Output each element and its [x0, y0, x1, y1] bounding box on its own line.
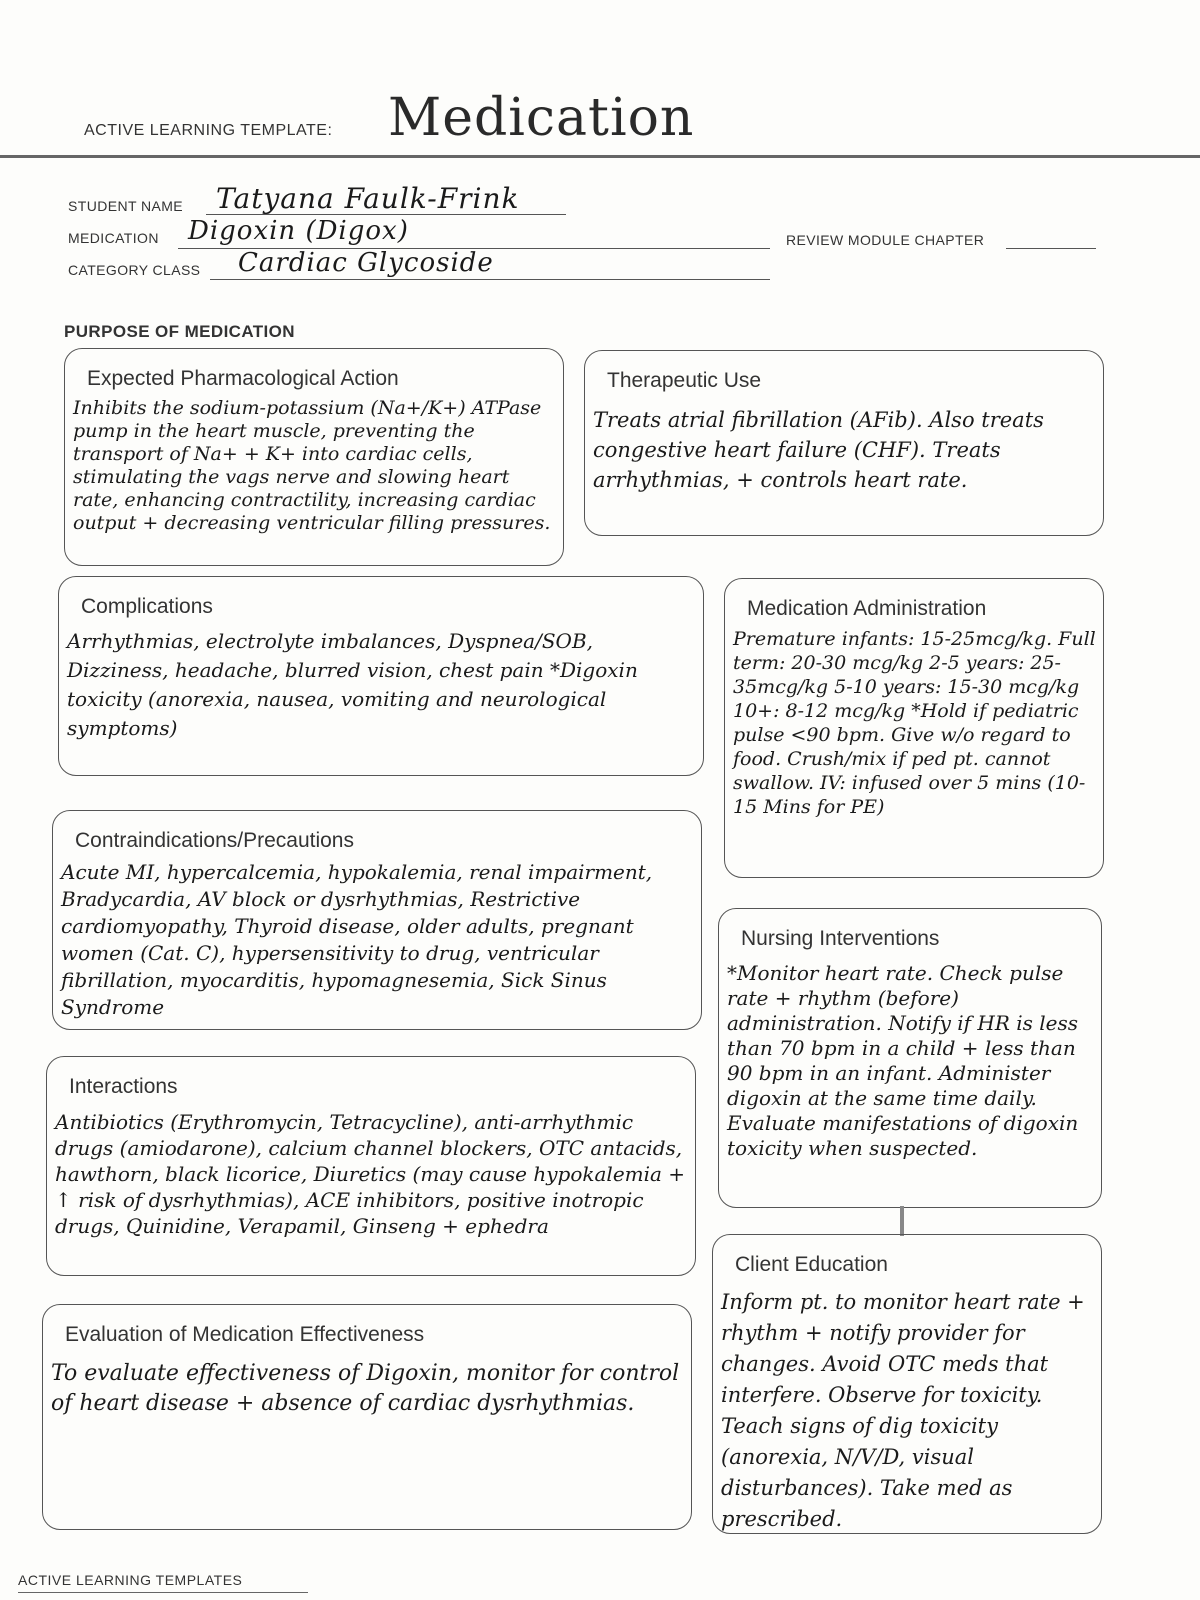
interactions-title: Interactions: [69, 1075, 178, 1098]
template-label: ACTIVE LEARNING TEMPLATE:: [84, 122, 333, 139]
medication-administration-box: [724, 578, 1104, 878]
page-title: Medication: [388, 88, 695, 148]
interactions-box: [46, 1056, 696, 1276]
interactions-text: Antibiotics (Erythromycin, Tetracycline), anti-arrhythmic drugs (amiodarone), calcium channel blockers, OTC antacids, hawthorn, black licorice, Diuretics (may cause hypokalemia + ↑ risk of dysrhythmias), ACE inhibitors, positive inotropic drugs, Quinidine, Verapamil, Ginseng + ephedra: [55, 1110, 686, 1238]
complications-title: Complications: [81, 595, 213, 618]
therapeutic-use-text: Treats atrial fibrillation (AFib). Also treats congestive heart failure (CHF). Treats arrhythmias, + controls heart rate.: [593, 408, 1044, 492]
nursing-interventions-box: [718, 908, 1102, 1208]
medication-administration-title: Medication Administration: [747, 597, 987, 620]
evaluation-box: [42, 1304, 692, 1530]
nursing-to-education-connector: [900, 1206, 904, 1236]
contraindications-title: Contraindications/Precautions: [75, 829, 354, 852]
medication-label: MEDICATION: [68, 230, 159, 246]
category-class-label: CATEGORY CLASS: [68, 262, 201, 278]
nursing-interventions-title: Nursing Interventions: [741, 927, 940, 950]
category-class-value: Cardiac Glycoside: [238, 248, 494, 278]
expected-action-text: Inhibits the sodium-potassium (Na+/K+) ATPase pump in the heart muscle, preventing the transport of Na+ + K+ into cardiac cells, stimulating the vags nerve and slowing heart rate, enhancing contractility, increasing cardiac output + decreasing ventricular filling pressures.: [73, 397, 551, 534]
student-name-value: Tatyana Faulk-Frink: [216, 182, 520, 215]
therapeutic-use-box: [584, 350, 1104, 536]
purpose-heading: PURPOSE OF MEDICATION: [64, 322, 295, 341]
client-education-text: Inform pt. to monitor heart rate + rhythm + notify provider for changes. Avoid OTC meds that interfere. Observe for toxicity. Teach signs of dig toxicity (anorexia, N/V/D, visual disturbances). Take med as prescribed.: [721, 1290, 1085, 1531]
evaluation-title: Evaluation of Medication Effectiveness: [65, 1323, 425, 1346]
complications-text: Arrhythmias, electrolyte imbalances, Dyspnea/SOB, Dizziness, headache, blurred vision, chest pain *Digoxin toxicity (anorexia, nausea, vomiting and neurological symptoms): [67, 629, 638, 740]
evaluation-text: To evaluate effectiveness of Digoxin, monitor for control of heart disease + absence of cardiac dysrhythmias.: [51, 1361, 680, 1416]
footer-label: ACTIVE LEARNING TEMPLATES: [18, 1572, 243, 1588]
client-education-box: [712, 1234, 1102, 1534]
medication-administration-text: Premature infants: 15-25mcg/kg. Full term: 20-30 mcg/kg 2-5 years: 25-35mcg/kg 5-10 years: 15-30 mcg/kg 10+: 8-12 mcg/kg *Hold if pediatric pulse <90 bpm. Give w/o regard to food. Crush/mix if ped pt. cannot swallow. IV: infused over 5 mins (10-15 Mins for PE): [733, 628, 1096, 818]
medication-value: Digoxin (Digox): [188, 216, 409, 246]
expected-action-title: Expected Pharmacological Action: [87, 367, 399, 390]
expected-action-box: [64, 348, 564, 566]
footer-divider: [18, 1592, 308, 1593]
review-module-line: [1006, 248, 1096, 249]
client-education-title: Client Education: [735, 1253, 888, 1276]
complications-box: [58, 576, 704, 776]
contraindications-box: [52, 810, 702, 1030]
review-module-label: REVIEW MODULE CHAPTER: [786, 232, 985, 248]
nursing-interventions-text: *Monitor heart rate. Check pulse rate + rhythm (before) administration. Notify if HR is less than 70 bpm in a child + less than 90 bpm in an infant. Administer digoxin at the same time daily. Evaluate manifestations of digoxin toxicity when suspected.: [727, 961, 1079, 1160]
header-divider: [0, 155, 1200, 158]
contraindications-text: Acute MI, hypercalcemia, hypokalemia, renal impairment, Bradycardia, AV block or dysrhythmias, Restrictive cardiomyopathy, Thyroid disease, older adults, pregnant women (Cat. C), hypersensitivity to drug, ventricular fibrillation, myocarditis, hypomagnesemia, Sick Sinus Syndrome: [61, 860, 653, 1019]
category-class-line: [210, 279, 770, 280]
student-name-label: STUDENT NAME: [68, 198, 183, 214]
therapeutic-use-title: Therapeutic Use: [607, 369, 762, 392]
